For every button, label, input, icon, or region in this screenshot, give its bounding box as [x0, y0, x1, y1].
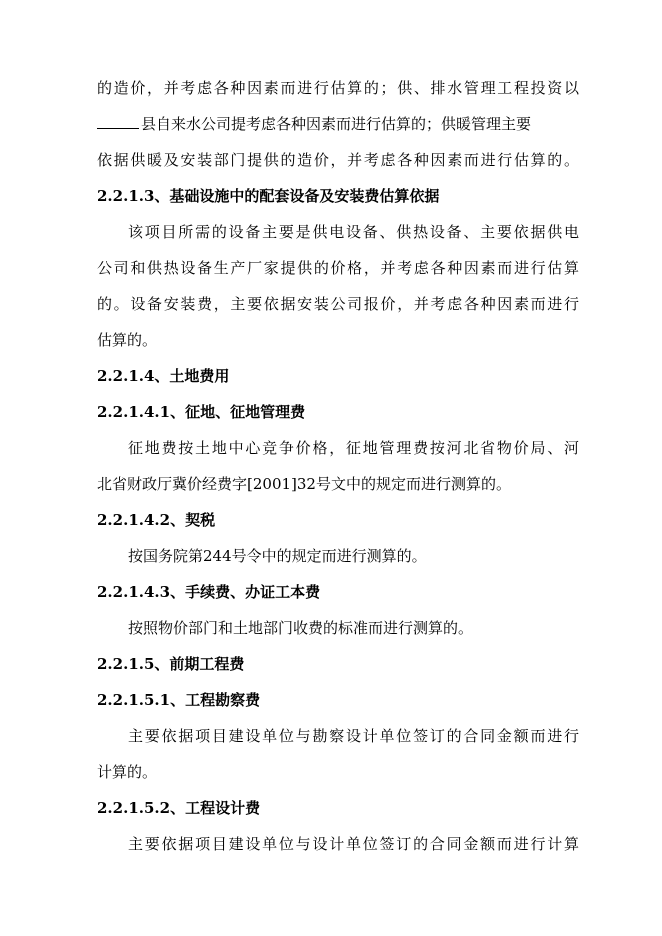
paragraph-line: 征地费按土地中心竞争价格，征地管理费按河北省物价局、河: [128, 439, 579, 457]
paragraph-line: 的造价，并考虑各种因素而进行估算的；供、排水管理工程投资以: [97, 79, 579, 97]
section-heading-2-2-1-4-1: 2.2.1.4.1、征地、征地管理费: [97, 403, 306, 421]
paragraph-line: 主要依据项目建设单位与设计单位签订的合同金额而进行计算: [128, 835, 579, 853]
paragraph-line: 估算的。: [97, 331, 158, 349]
underline-blank: [97, 114, 139, 129]
paragraph-line: 该项目所需的设备主要是供电设备、供热设备、主要依据供电: [128, 223, 579, 241]
section-heading-2-2-1-4: 2.2.1.4、土地费用: [97, 367, 230, 385]
paragraph-line: 计算的。: [97, 763, 158, 781]
paragraph-line: 依据供暖及安装部门提供的造价，并考虑各种因素而进行估算的。: [97, 151, 579, 169]
paragraph-line: 主要依据项目建设单位与勘察设计单位签订的合同金额而进行: [128, 727, 579, 745]
paragraph-line: 按照物价部门和土地部门收费的标准而进行测算的。: [128, 619, 474, 637]
paragraph-line: 公司和供热设备生产厂家提供的价格，并考虑各种因素而进行估算: [97, 259, 579, 277]
paragraph-line-with-blank: [97, 114, 579, 134]
section-heading-2-2-1-3: 2.2.1.3、基础设施中的配套设备及安装费估算依据: [97, 187, 440, 205]
section-heading-2-2-1-5: 2.2.1.5、前期工程费: [97, 655, 245, 673]
section-heading-2-2-1-5-1: 2.2.1.5.1、工程勘察费: [97, 691, 261, 709]
paragraph-line: 北省财政厅冀价经费字[2001]32号文中的规定而进行测算的。: [97, 475, 511, 493]
paragraph-line: 的。设备安装费，主要依据安装公司报价，并考虑各种因素而进行: [97, 295, 579, 313]
section-heading-2-2-1-4-2: 2.2.1.4.2、契税: [97, 511, 216, 529]
paragraph-line: 按国务院第244号令中的规定而进行测算的。: [128, 547, 427, 565]
section-heading-2-2-1-4-3: 2.2.1.4.3、手续费、办证工本费: [97, 583, 321, 601]
section-heading-2-2-1-5-2: 2.2.1.5.2、工程设计费: [97, 799, 261, 817]
paragraph-text: 县自来水公司提考虑各种因素而进行估算的；供暖管理主要: [141, 115, 532, 133]
